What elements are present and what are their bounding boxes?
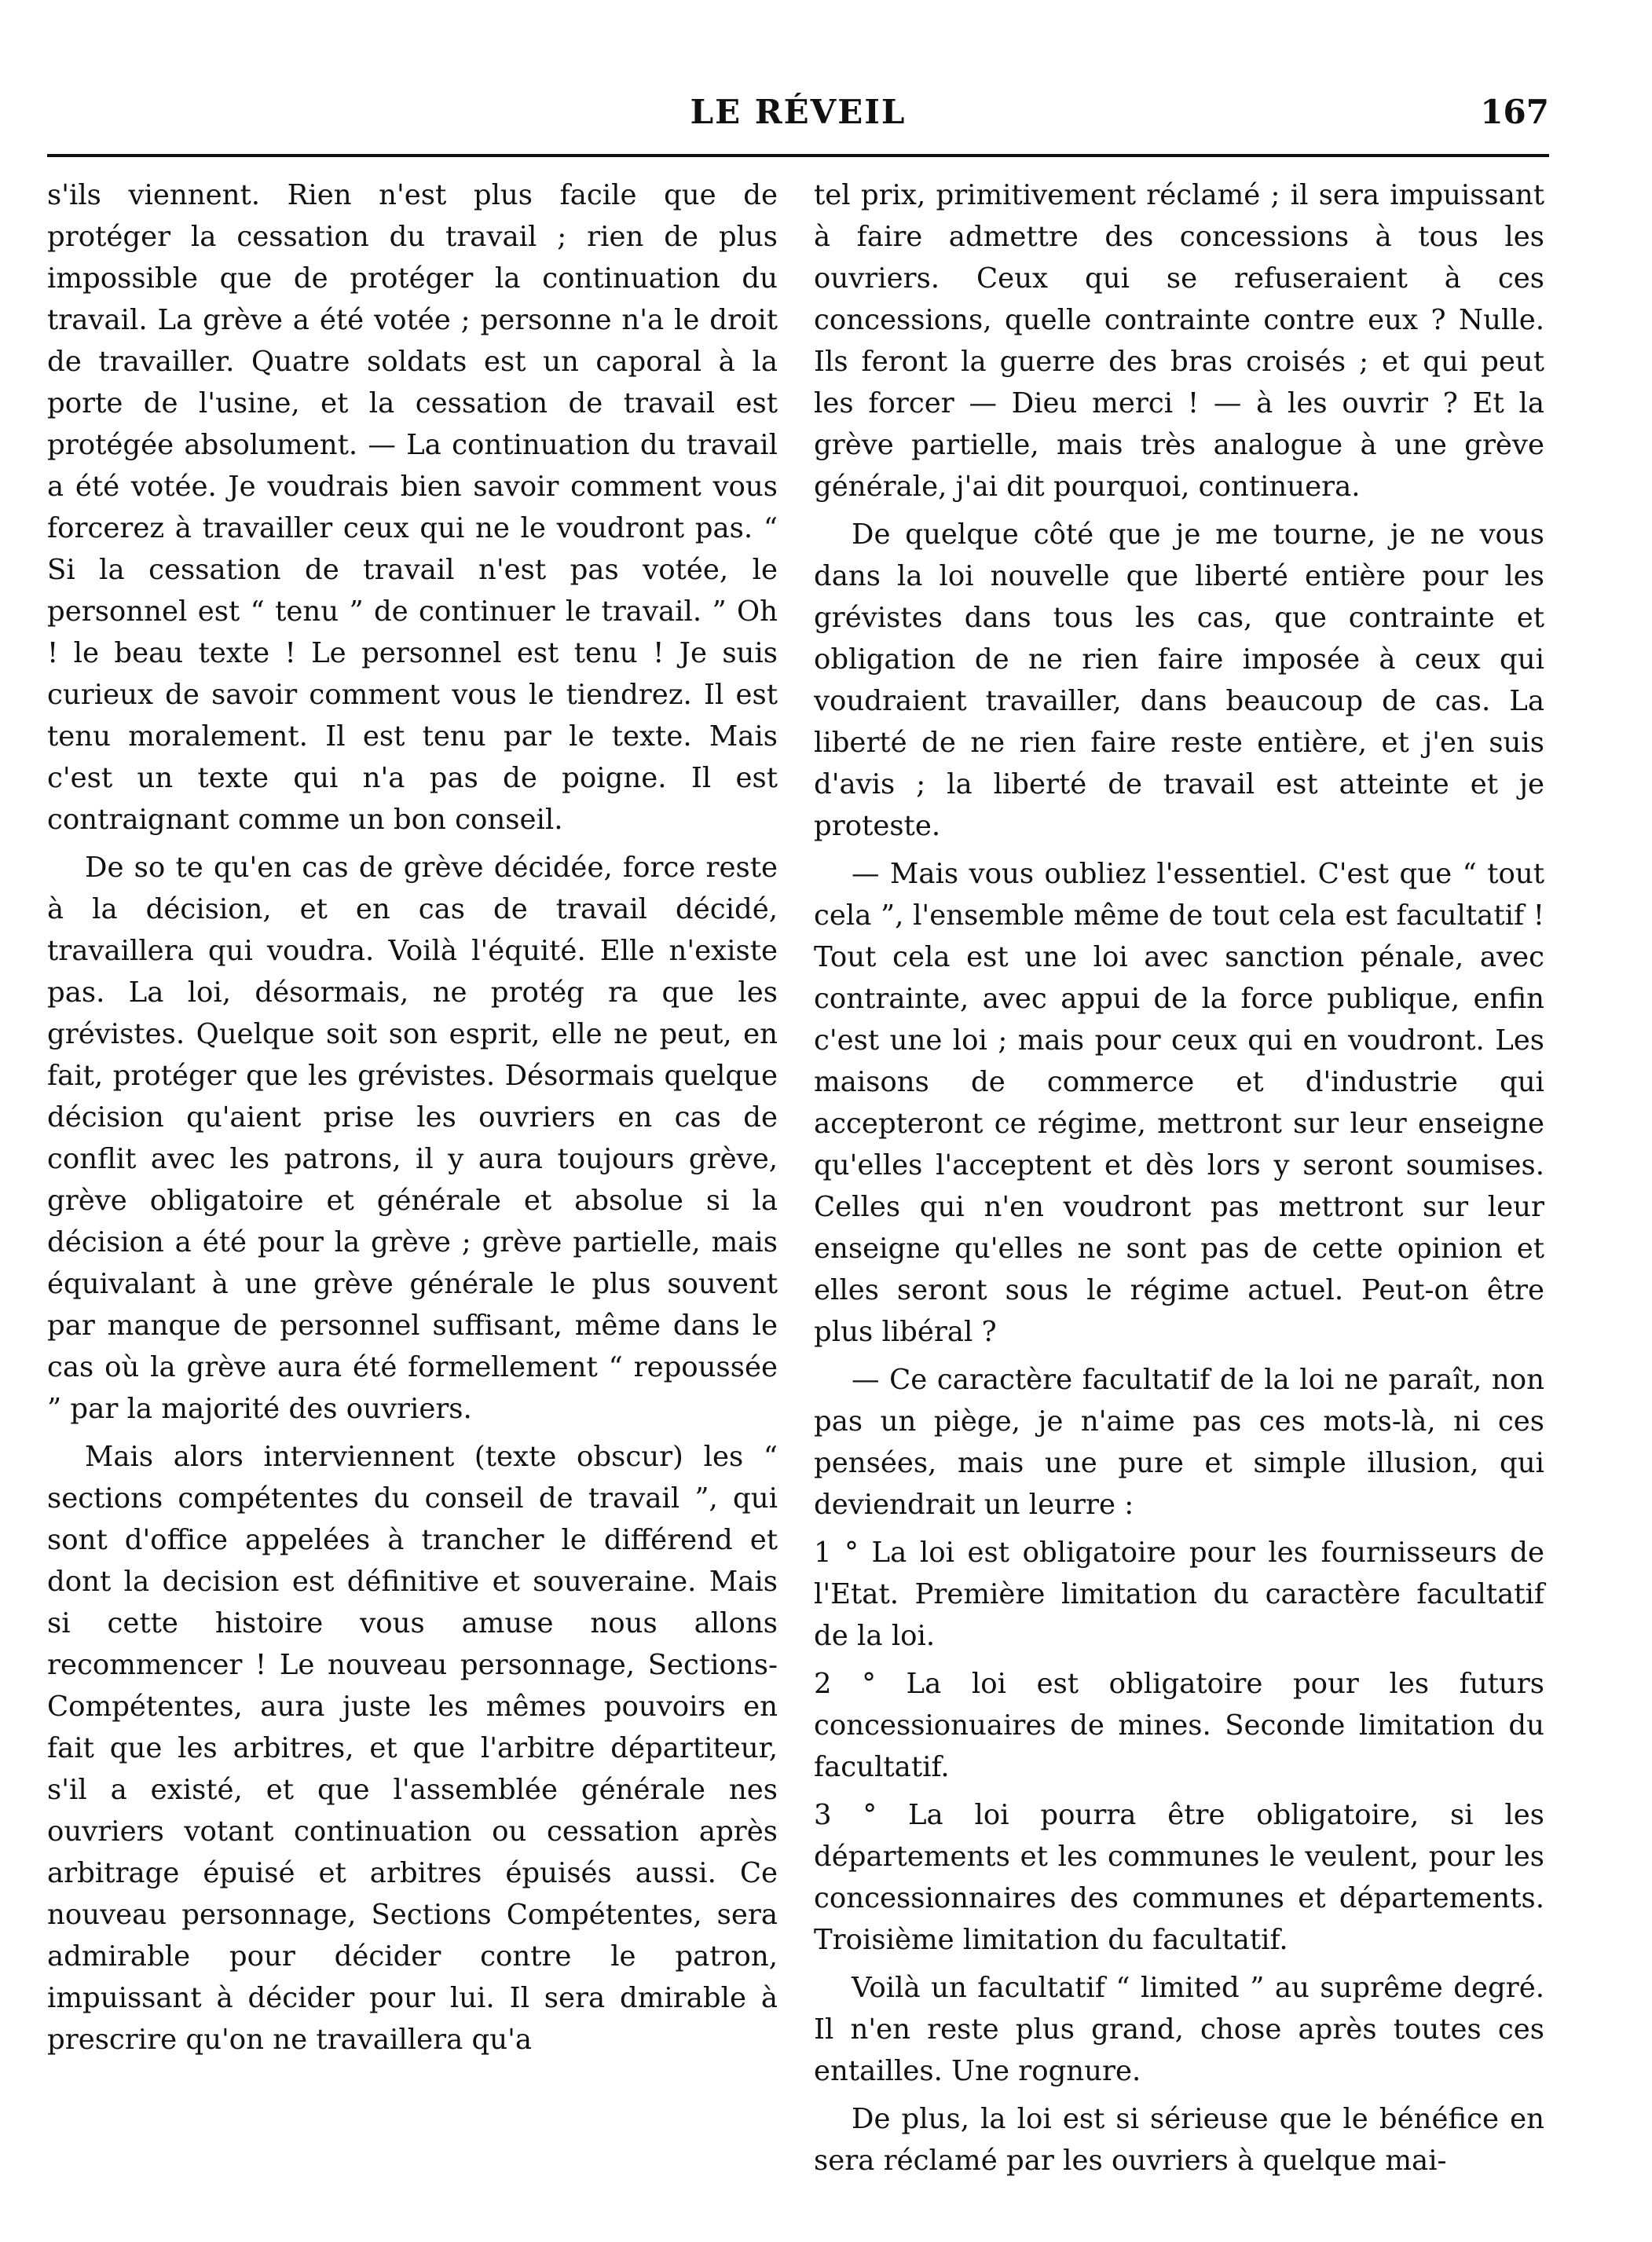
paragraph: De quelque côté que je me tourne, je ne vous dans la loi nouvelle que liberté entière pour les grévistes dans tous les cas, que contrainte et obligation de ne rien faire imposée à ceux qui voudraient travailler, dans beaucoup de cas. La liberté de ne rien faire reste entière, et j'en suis d'avis ; la liberté de travail est atteinte et je proteste.: [814, 518, 1544, 842]
list-item: 3 ° La loi pourra être obligatoire, si les départements et les communes le veulent, pour les concessionnaires des communes et départements. Troisième limitation du facultatif.: [814, 1799, 1544, 1956]
paragraph: tel prix, primitivement réclamé ; il sera impuissant à faire admettre des concessions à tous les ouvriers. Ceux qui se refuseraient à ces concessions, quelle contrainte contre eux ? Nulle. Ils feront la guerre des bras croisés ; et qui peut les forcer — Dieu merci ! — à les ouvrir ? Et la grève partielle, mais très analogue à une grève générale, j'ai dit pourquoi, continuera.: [814, 179, 1544, 503]
list-item: 1 ° La loi est obligatoire pour les fournisseurs de l'Etat. Première limitation du caractère facultatif de la loi.: [814, 1537, 1544, 1652]
paragraph: De so te qu'en cas de grève décidée, force reste à la décision, et en cas de travail décidé, travaillera qui voudra. Voilà l'équité. Elle n'existe pas. La loi, désormais, ne protég ra que les grévistes. Quelque soit son esprit, elle ne peut, en fait, protéger que les grévistes. Désormais quelque décision qu'aient prise les ouvriers en cas de conflit avec les patrons, il y aura toujours grève, grève obligatoire et générale et absolue si la décision a été pour la grève ; grève partielle, mais équivalant à une grève générale le plus souvent par manque de personnel suffisant, même dans le cas où la grève aura été formellement “ repoussée ” par la majorité des ouvriers.: [47, 852, 778, 1425]
left-column: [47, 174, 778, 2067]
running-header: [47, 93, 1549, 148]
paragraph: s'ils viennent. Rien n'est plus facile que de protéger la cessation du travail ; rien de plus impossible que de protéger la continuation du travail. La grève a été votée ; personne n'a le droit de travailler. Quatre soldats est un caporal à la porte de l'usine, et la cessation de travail est protégée absolument. — La continuation du travail a été votée. Je voudrais bien savoir comment vous forcerez à travailler ceux qui ne le voudront pas. “ Si la cessation de travail n'est pas votée, le personnel est “ tenu ” de continuer le travail. ” Oh ! le beau texte ! Le personnel est tenu ! Je suis curieux de savoir comment vous le tiendrez. Il est tenu moralement. Il est tenu par le texte. Mais c'est un texte qui n'a pas de poigne. Il est contraignant comme un bon conseil.: [47, 179, 778, 836]
paragraph: — Ce caractère facultatif de la loi ne paraît, non pas un piège, je n'aime pas ces mots-là, ni ces pensées, mais une pure et simple illusion, qui deviendrait un leurre :: [814, 1364, 1544, 1521]
page-number: 167: [1480, 93, 1549, 131]
header-rule: [47, 154, 1549, 157]
right-column: [814, 174, 1544, 2188]
paragraph: — Mais vous oubliez l'essentiel. C'est que “ tout cela ”, l'ensemble même de tout cela est facultatif ! Tout cela est une loi avec sanction pénale, avec contrainte, avec appui de la force publique, enfin c'est une loi ; mais pour ceux qui en voudront. Les maisons de commerce et d'industrie qui accepteront ce régime, mettront sur leur enseigne qu'elles l'acceptent et dès lors y seront soumises. Celles qui n'en voudront pas mettront sur leur enseigne qu'elles ne sont pas de cette opinion et elles seront sous le régime actuel. Peut-on être plus libéral ?: [814, 858, 1544, 1348]
paragraph: De plus, la loi est si sérieuse que le bénéfice en sera réclamé par les ouvriers à quelque mai-: [814, 2103, 1544, 2177]
paragraph: Mais alors interviennent (texte obscur) les “ sections compétentes du conseil de travail ”, qui sont d'office appelées à trancher le différend et dont la decision est définitive et souveraine. Mais si cette histoire vous amuse nous allons recommencer ! Le nouveau personnage, Sections-Compétentes, aura juste les mêmes pouvoirs en fait que les arbitres, et que l'arbitre départiteur, s'il a existé, et que l'assemblée générale nes ouvriers votant continuation ou cessation après arbitrage épuisé et arbitres épuisés aussi. Ce nouveau personnage, Sections Compétentes, sera admirable pour décider contre le patron, impuissant à décider pour lui. Il sera dmirable à prescrire qu'on ne travaillera qu'a: [47, 1441, 778, 2056]
journal-title: LE RÉVEIL: [690, 93, 907, 131]
paragraph: Voilà un facultatif “ limited ” au suprême degré. Il n'en reste plus grand, chose après toutes ces entailles. Une rognure.: [814, 1972, 1544, 2087]
list-item: 2 ° La loi est obligatoire pour les futurs concessionuaires de mines. Seconde limitation du facultatif.: [814, 1668, 1544, 1783]
